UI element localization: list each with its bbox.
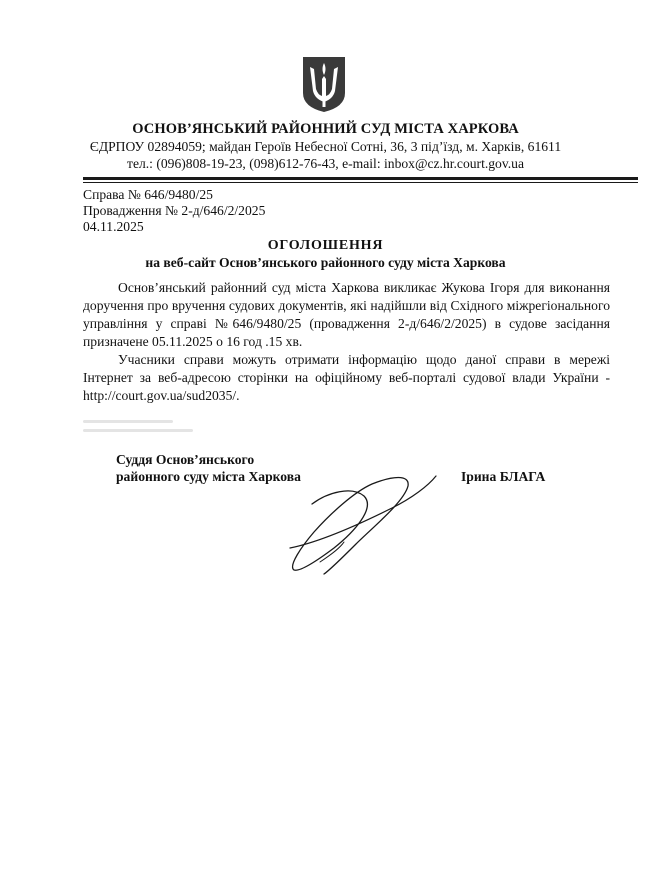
signature-icon — [260, 436, 460, 586]
judge-name: Ірина БЛАГА — [461, 469, 546, 484]
header-divider-thick — [83, 177, 638, 180]
notice-paragraph-info: Учасники справи можуть отримати інформацію щодо даної справи в мережі Інтернет за веб-адресою сторінки на офіційному веб-порталі судової влади України - http://court.gov.ua/sud2035/. — [83, 352, 610, 403]
court-contacts: тел.: (096)808-19-23, (098)612-76-43, e-mail: inbox@cz.hr.court.gov.ua — [127, 156, 524, 171]
proceeding-number: Провадження № 2-д/646/2/2025 — [83, 203, 266, 218]
judge-position-line-1: Суддя Основ’янського — [116, 452, 255, 467]
coat-of-arms-icon — [301, 55, 347, 113]
judge-position-line-2: районного суду міста Харкова — [116, 469, 301, 484]
header-divider-thin — [83, 182, 638, 183]
court-name: ОСНОВ’ЯНСЬКИЙ РАЙОННИЙ СУД МІСТА ХАРКОВА — [132, 121, 519, 137]
notice-subtitle: на веб-сайт Основ’янського районного суду міста Харкова — [145, 255, 506, 270]
notice-title: ОГОЛОШЕННЯ — [267, 238, 384, 253]
document-date: 04.11.2025 — [83, 219, 144, 234]
court-address: ЄДРПОУ 02894059; майдан Героїв Небесної Сотні, 36, 3 під’їзд, м. Харків, 61611 — [89, 139, 562, 154]
case-number: Справа № 646/9480/25 — [83, 187, 213, 202]
notice-paragraph-summons: Основ’янський районний суд міста Харкова викликає Жукова Ігоря для виконання доручення про вручення судових документів, які надійшли від Східного міжрегіонального управління у справі №646/9480/25 (провадження 2-д/646/2/2025) в судове засідання призначене 05.11.2025 о 16 год .15 хв. — [83, 280, 610, 349]
faint-stamp-residue — [83, 420, 203, 442]
